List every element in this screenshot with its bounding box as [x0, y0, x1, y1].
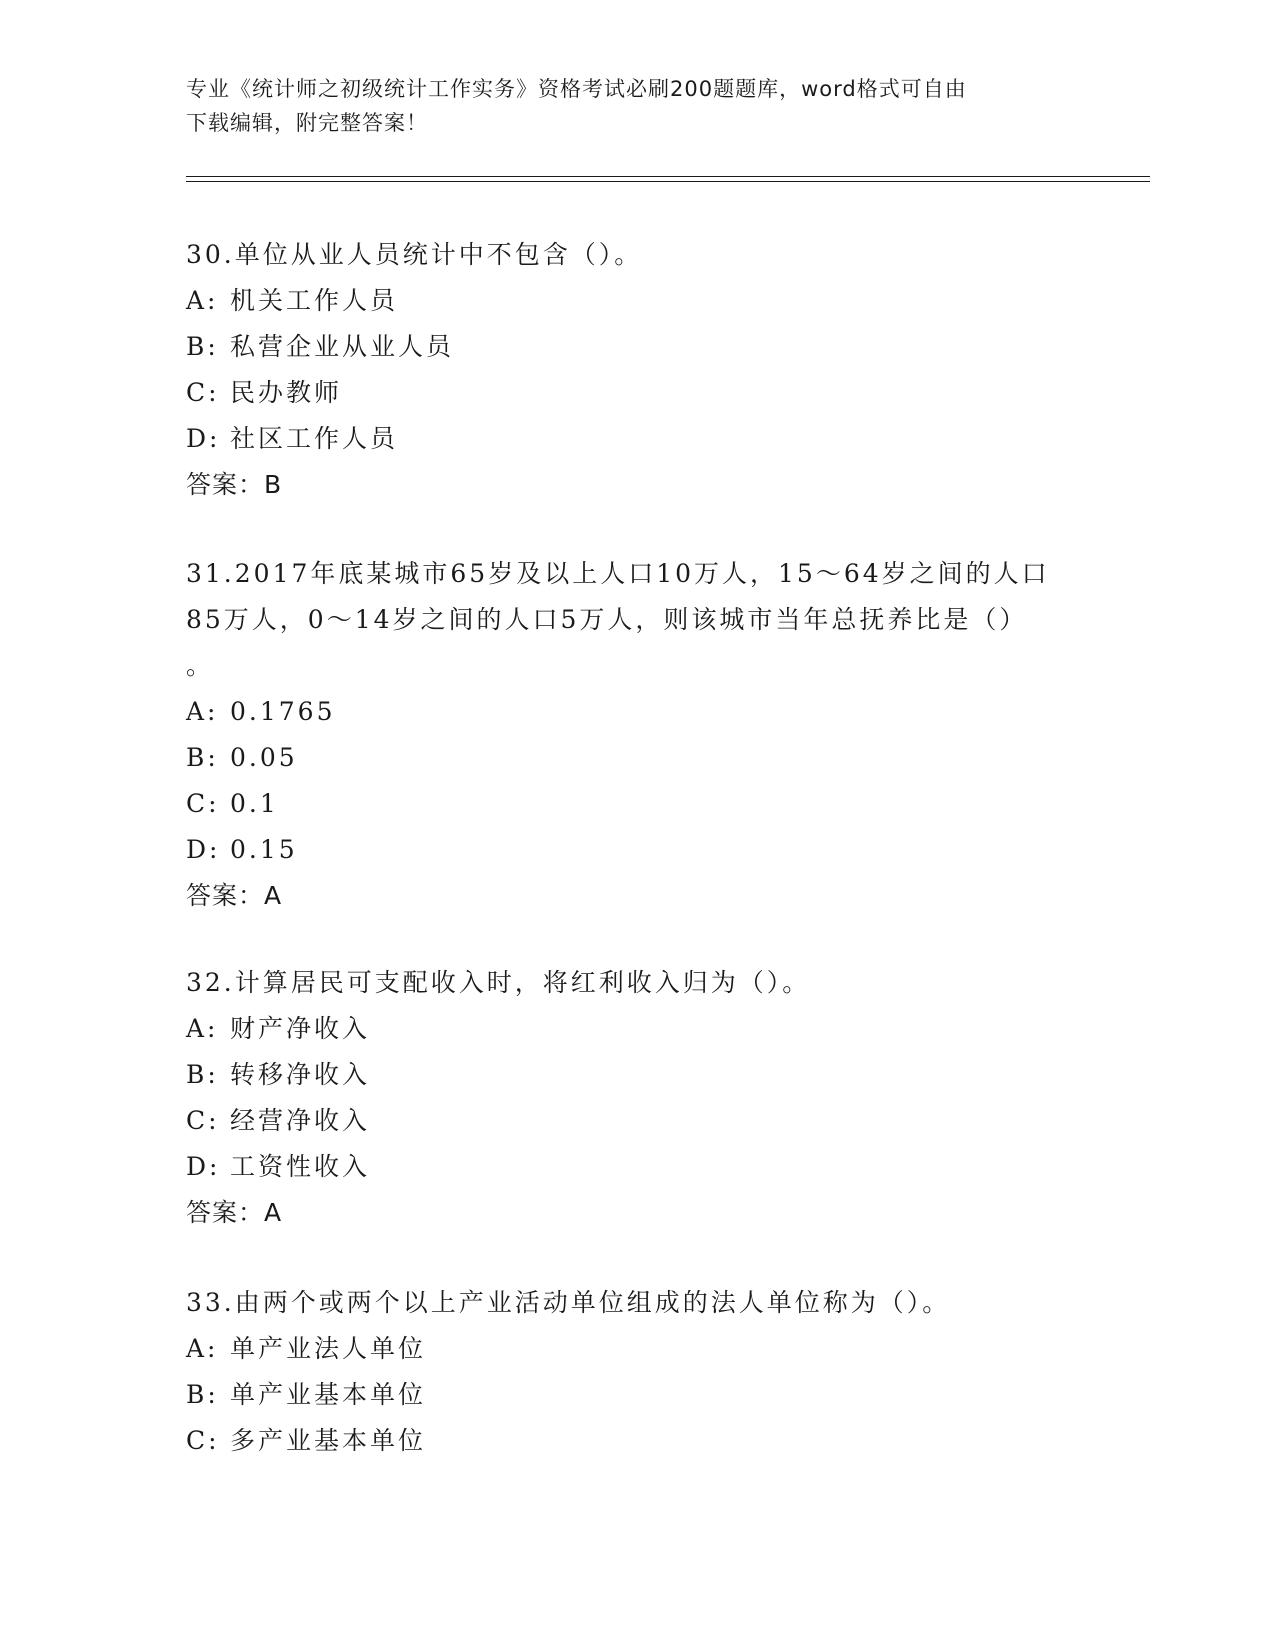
question-32: [186, 960, 1066, 1236]
answer: 答案：A: [186, 1198, 283, 1227]
question-stem: 30.单位从业人员统计中不包含（）。: [186, 240, 643, 269]
option-text: 社区工作人员: [230, 424, 399, 453]
option-key: B:: [186, 332, 219, 361]
option-key: B:: [186, 743, 219, 772]
option-key: D:: [186, 1152, 221, 1181]
option-text: 经营净收入: [230, 1106, 371, 1135]
option-key: C:: [186, 1106, 220, 1135]
header-line-2: 下载编辑，附完整答案！: [186, 111, 428, 135]
option-b: [186, 1372, 1066, 1418]
option-a: [186, 1326, 1066, 1372]
option-key: A:: [186, 1014, 219, 1043]
option-b: [186, 735, 1066, 781]
option-key: A:: [186, 1334, 219, 1363]
option-d: [186, 1144, 1066, 1190]
option-key: A:: [186, 286, 219, 315]
option-key: B:: [186, 1060, 219, 1089]
option-a: [186, 689, 1066, 735]
option-text: 0.05: [230, 743, 298, 772]
option-key: D:: [186, 835, 221, 864]
option-text: 财产净收入: [230, 1014, 371, 1043]
option-a: [186, 278, 1066, 324]
option-c: [186, 370, 1066, 416]
option-key: C:: [186, 378, 220, 407]
header-line-1: 专业《统计师之初级统计工作实务》资格考试必刷200题题库，word格式可自由: [186, 77, 967, 101]
option-text: 单产业基本单位: [230, 1380, 427, 1409]
question-stem: 33.由两个或两个以上产业活动单位组成的法人单位称为（）。: [186, 1288, 951, 1317]
option-c: [186, 781, 1066, 827]
option-b: [186, 1052, 1066, 1098]
option-b: [186, 324, 1066, 370]
question-stem: 32.计算居民可支配收入时，将红利收入归为（）。: [186, 968, 811, 997]
option-key: D:: [186, 424, 221, 453]
question-stem-line-3: 。: [186, 651, 215, 680]
header-divider-top: [186, 176, 1150, 177]
option-key: A:: [186, 697, 219, 726]
document-header: [186, 72, 1066, 140]
option-key: C:: [186, 789, 220, 818]
option-c: [186, 1098, 1066, 1144]
option-text: 私营企业从业人员: [230, 332, 455, 361]
option-text: 工资性收入: [230, 1152, 371, 1181]
option-text: 单产业法人单位: [230, 1334, 427, 1363]
question-stem-line-1: 31.2017年底某城市65岁及以上人口10万人，15～64岁之间的人口: [186, 559, 1050, 588]
question-stem-line-2: 85万人，0～14岁之间的人口5万人，则该城市当年总抚养比是（）: [186, 605, 1028, 634]
answer: 答案：B: [186, 470, 283, 499]
option-a: [186, 1006, 1066, 1052]
option-text: 0.1765: [230, 697, 336, 726]
option-text: 0.1: [230, 789, 279, 818]
answer: 答案：A: [186, 881, 283, 910]
question-33: [186, 1280, 1066, 1464]
option-d: [186, 827, 1066, 873]
option-text: 转移净收入: [230, 1060, 371, 1089]
option-key: B:: [186, 1380, 219, 1409]
option-d: [186, 416, 1066, 462]
option-text: 多产业基本单位: [230, 1426, 427, 1455]
question-31: [186, 551, 1066, 919]
option-text: 民办教师: [230, 378, 343, 407]
question-30: [186, 232, 1066, 508]
option-text: 0.15: [230, 835, 298, 864]
option-c: [186, 1418, 1066, 1464]
option-key: C:: [186, 1426, 220, 1455]
option-text: 机关工作人员: [230, 286, 399, 315]
header-divider-bottom: [186, 181, 1150, 182]
